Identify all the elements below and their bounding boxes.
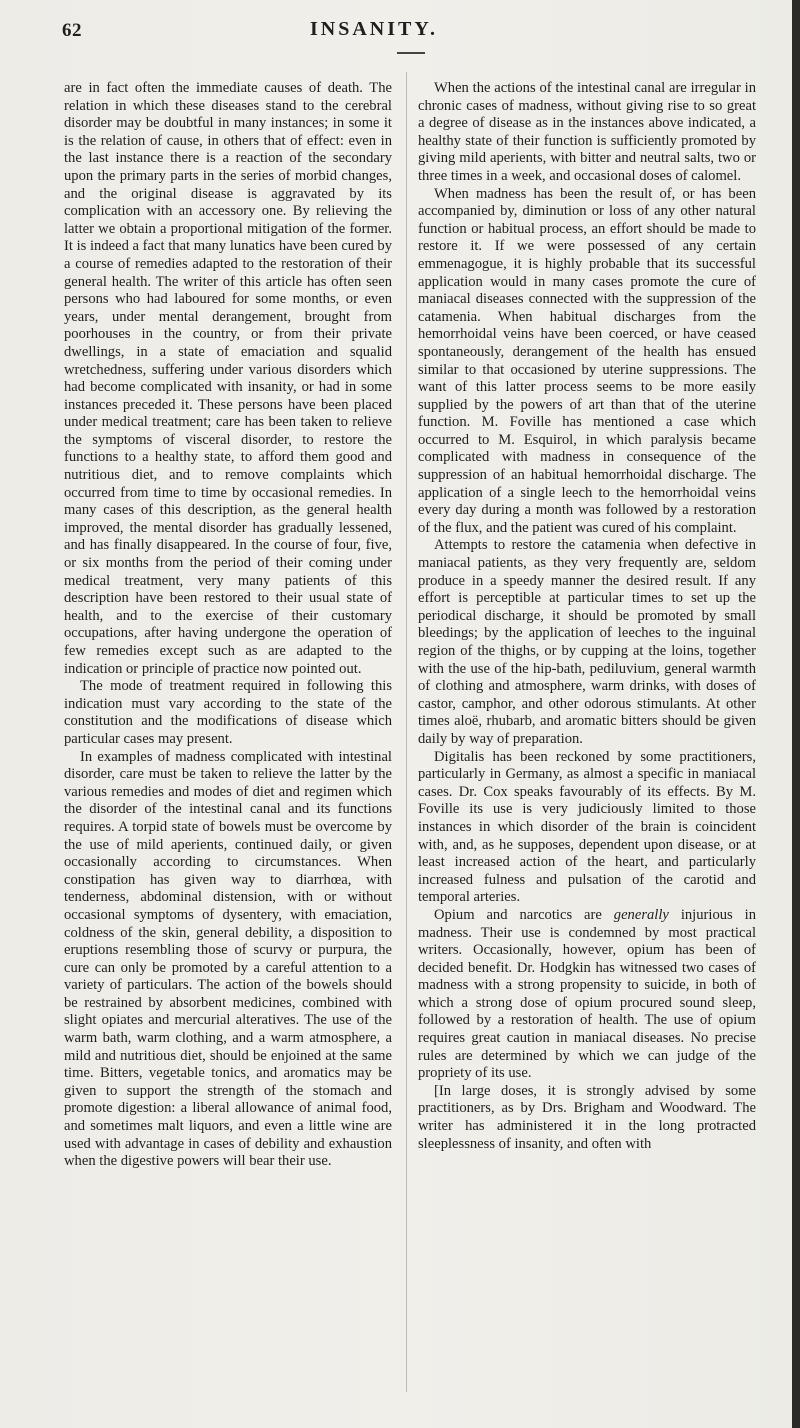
page-edge-shadow (792, 0, 800, 1428)
header-ornament (397, 52, 425, 54)
running-head: INSANITY. (310, 18, 438, 40)
right-paragraph-2: When madness has been the result of, or has been accompanied by, diminution or loss of any other natural function or habitual process, an effort should be made to restore it. If we were possessed of any certain emmenagogue, it is highly probable that its successful application would in many cases promote the cure of maniacal diseases connected with the suppression of the catamenia. When habitual discharges from the hemorrhoidal veins have been coerced, or have ceased spontaneously, derangement of the health has ensued similar to that occasioned by uterine suppressions. The want of this latter process seems to be more easily supplied by the powers of art than that of the uterine function. M. Foville has mentioned a case which occurred to M. Esquirol, in which paralysis became complicated with madness in consequence of the suppression of an habitual hemorrhoidal discharge. The application of a single leech to the hemorrhoidal veins every day during a month was followed by a restoration of the flux, and the patient was cured of his complaint. (418, 185, 756, 536)
left-paragraph-3: In examples of madness complicated with intestinal disorder, care must be taken to relieve the latter by the various remedies and modes of diet and regimen which the disorder of the intestinal canal and its functions requires. A torpid state of bowels must be overcome by the use of mild aperients, continued daily, or given occasionally according to circumstances. When constipation has given way to diarrhœa, with tenderness, abdominal distension, with or without occasional symptoms of dysentery, with emaciation, coldness of the skin, general debility, a disposition to eruptions resembling those of scurvy or purpura, the cure can only be promoted by a careful attention to a variety of particulars. The action of the bowels should be restrained by absorbent medicines, combined with slight opiates and mercurial alteratives. The use of the warm bath, warm clothing, and a warm atmosphere, a mild and nutritious diet, should be enjoined at the same time. Bitters, vegetable tonics, and aromatics may be given to support the strength of the stomach and promote digestion: a liberal allowance of animal food, and sometimes malt liquors, and even a little wine are used with advantage in cases of debility and exhaustion when the digestive powers will bear their use. (64, 748, 392, 1170)
p5-text-end: injurious in madness. Their use is condemned by most practical writers. Occasionally, however, opium has been of decided benefit. Dr. Hodgkin has witnessed two cases of madness with a strong propensity to suicide, in both of which a strong dose of opium procured sound sleep, followed by a restoration of health. The use of opium requires great caution in maniacal diseases. No precise rules are determined by which we can judge of the propriety of its use. (418, 906, 756, 1082)
left-paragraph-2: The mode of treatment required in following this indication must vary according to the state of the constitution and the modifications of disease which particular cases may present. (64, 678, 392, 747)
right-paragraph-4: Digitalis has been reckoned by some practitioners, particularly in Germany, as almost a specific in maniacal cases. Dr. Cox speaks favourably of its effects. By M. Foville its use is very judiciously limited to those instances in which disorder of the brain is coincident with, and, as he supposes, dependent upon disease, or at least increased action of the heart, and particularly increased fulness and pulsation of the carotid and temporal arteries. (418, 748, 756, 906)
p5-text-start: Opium and narcotics are (434, 906, 614, 923)
page-number: 62 (62, 20, 82, 41)
right-paragraph-6: [In large doses, it is strongly advised by some practitioners, as by Drs. Brigham and Woodward. The writer has administered it in the long protracted sleeplessness of insanity, and often with (418, 1082, 756, 1152)
left-column (64, 80, 392, 1171)
right-paragraph-3: Attempts to restore the catamenia when defective in maniacal patients, as they very frequently are, seldom produce in a speedy manner the desired result. If any effort is perceptible at particular times to set up the periodical discharge, it should be promoted by small bleedings; by the application of leeches to the inguinal region of the thighs, or by cupping at the loins, together with the use of the hip-bath, pediluvium, general warmth of clothing and atmosphere, warm drinks, with doses of castor, camphor, and other odorous stimulants. At other times aloë, rhubarb, and aromatic bitters should be given daily by way of preparation. (418, 537, 756, 747)
column-divider (406, 72, 407, 1392)
right-column (418, 80, 756, 1153)
page-header (0, 12, 800, 48)
left-paragraph-1: are in fact often the immediate causes of death. The relation in which these diseases stand to the cerebral disorder may be doubtful in many instances; in some it is the relation of cause, in others that of effect: even in the last instance there is a reaction of the secondary upon the primary parts in the series of morbid changes, and the original disease is aggravated by its complication with an accessory one. By relieving the latter we obtain a proportional mitigation of the former. It is indeed a fact that many lunatics have been cured by a course of remedies adapted to the restoration of their general health. The writer of this article has often seen persons who had laboured for some months, or even years, under mental derangement, brought from poorhouses in the country, or from their private dwellings, in a state of emaciation and squalid wretchedness, suffering under various disorders which had become complicated with insanity, or had in some instances preceded it. These persons have been placed under medical treatment; care has been taken to relieve the symptoms of visceral disorder, to restore the functions to a healthy state, to afford them good and nutritious diet, and to remove complaints which occurred from time to time by occasional remedies. In many cases of this description, as the general health improved, the mental disorder has gradually lessened, and has finally disappeared. In the course of four, five, or six months from the period of their coming under medical treatment, very many patients of this description have been restored to their usual state of health, and to the exercise of their customary occupations, after having undergone the operation of few remedies except such as are adapted to the indication or principle of practice now pointed out. (64, 80, 392, 677)
right-paragraph-1: When the actions of the intestinal canal are irregular in chronic cases of madness, without giving rise to so great a degree of disease as in the instances above indicated, a healthy state of their function is sufficiently promoted by giving mild aperients, with bitter and neutral salts, two or three times in a week, and occasional doses of calomel. (418, 80, 756, 184)
right-paragraph-5 (418, 907, 756, 1083)
p5-emphasis: generally (613, 906, 669, 923)
